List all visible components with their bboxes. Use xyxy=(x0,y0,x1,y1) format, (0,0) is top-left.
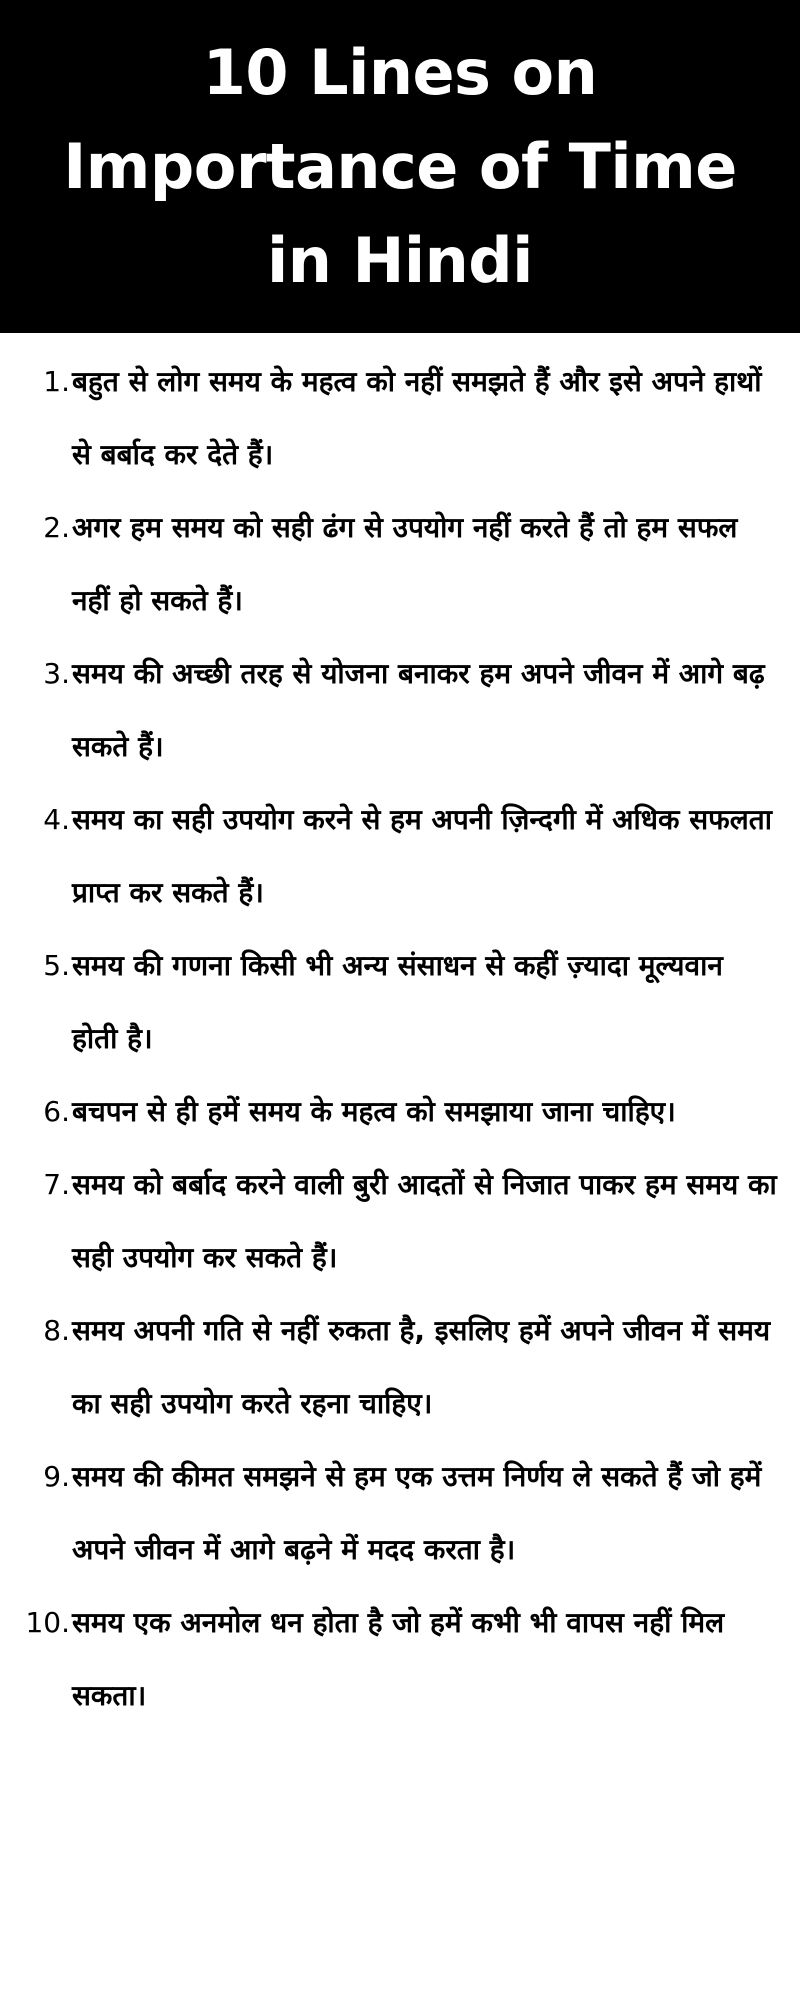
list-item-text: समय की गणना किसी भी अन्य संसाधन से कहीं ज़्यादा मूल्यवान होती है। xyxy=(72,949,723,1055)
list-item xyxy=(0,783,800,929)
list-item-number: 5. xyxy=(43,949,70,982)
list-item xyxy=(0,1586,800,1732)
list-item-text: समय की अच्छी तरह से योजना बनाकर हम अपने जीवन में आगे बढ़ सकते हैं। xyxy=(72,657,765,763)
list-item-text: समय एक अनमोल धन होता है जो हमें कभी भी वापस नहीं मिल सकता। xyxy=(72,1606,725,1712)
list-item-number: 10. xyxy=(25,1606,70,1639)
list-item xyxy=(0,491,800,637)
list-item-text: समय को बर्बाद करने वाली बुरी आदतों से निजात पाकर हम समय का सही उपयोग कर सकते हैं। xyxy=(72,1168,777,1274)
list-item-text: समय की कीमत समझने से हम एक उत्तम निर्णय ले सकते हैं जो हमें अपने जीवन में आगे बढ़ने में मदद करता है। xyxy=(72,1460,762,1566)
list-item xyxy=(0,1294,800,1440)
list-item-text: समय अपनी गति से नहीं रुकता है, इसलिए हमें अपने जीवन में समय का सही उपयोग करते रहना चाहिए। xyxy=(72,1314,771,1420)
list-item-text: बहुत से लोग समय के महत्व को नहीं समझते हैं और इसे अपने हाथों से बर्बाद कर देते हैं। xyxy=(72,365,762,471)
list-item-number: 6. xyxy=(43,1095,70,1128)
list-item-text: समय का सही उपयोग करने से हम अपनी ज़िन्दगी में अधिक सफलता प्राप्त कर सकते हैं। xyxy=(72,803,772,909)
list-item xyxy=(0,1148,800,1294)
list-item-number: 7. xyxy=(43,1168,70,1201)
list-item-number: 9. xyxy=(43,1460,70,1493)
list-item-number: 2. xyxy=(43,511,70,544)
list-item xyxy=(0,1440,800,1586)
list-item xyxy=(0,1075,800,1148)
list-item-number: 4. xyxy=(43,803,70,836)
list-item-number: 8. xyxy=(43,1314,70,1347)
list-item-number: 1. xyxy=(43,365,70,398)
list-item-text: अगर हम समय को सही ढंग से उपयोग नहीं करते हैं तो हम सफल नहीं हो सकते हैं। xyxy=(72,511,738,617)
title-banner xyxy=(0,0,800,333)
list-item xyxy=(0,345,800,491)
list-item xyxy=(0,929,800,1075)
list-item-number: 3. xyxy=(43,657,70,690)
list-item xyxy=(0,637,800,783)
lines-list xyxy=(0,345,800,1732)
page-title: 10 Lines on Importance of Time in Hindi xyxy=(63,35,737,297)
list-item-text: बचपन से ही हमें समय के महत्व को समझाया जाना चाहिए। xyxy=(72,1095,676,1128)
